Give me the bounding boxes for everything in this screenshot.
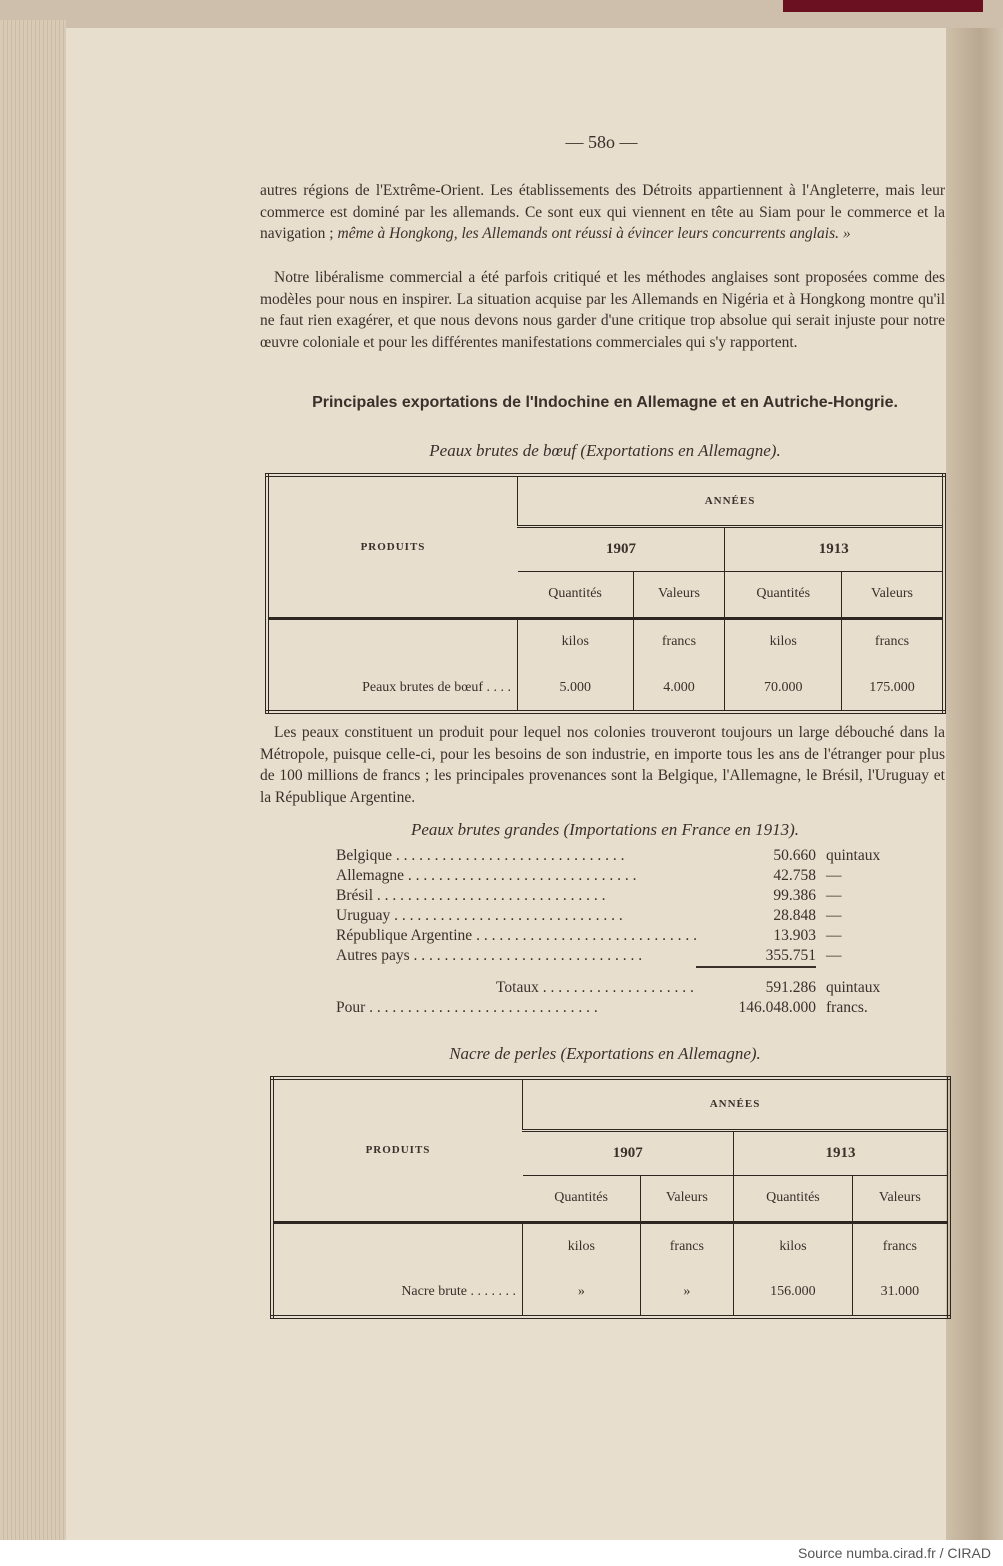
cell: 175.000	[842, 665, 944, 712]
table2-caption: Nacre de perles (Exportations en Allemagne).	[449, 1044, 761, 1063]
row-label: Nacre brute . . . . . . .	[401, 1284, 516, 1300]
pour-label: Pour . . .	[336, 998, 696, 1018]
unit: kilos	[523, 1222, 641, 1269]
total-row	[336, 978, 896, 998]
year-1913: 1913	[734, 1130, 949, 1175]
table-peaux-brutes	[265, 473, 946, 714]
unit: —	[826, 907, 842, 924]
value: 355.751	[696, 946, 816, 968]
list-item	[336, 926, 896, 946]
table-nacre	[270, 1076, 951, 1319]
cell: 5.000	[518, 665, 634, 712]
col-valeurs: Valeurs	[842, 571, 944, 618]
unit: —	[826, 927, 842, 944]
col-valeurs: Valeurs	[852, 1175, 949, 1222]
pour-value: 146.048.000	[738, 999, 816, 1016]
cell: 156.000	[734, 1270, 853, 1317]
country: Allemagne . . .	[336, 866, 696, 886]
col-quantites: Quantités	[725, 571, 842, 618]
unit: quintaux	[826, 979, 881, 996]
list-item	[336, 846, 896, 866]
imports-caption: Peaux brutes grandes (Importations en France en 1913).	[410, 820, 800, 839]
cell: »	[640, 1270, 733, 1317]
source-footer	[0, 1540, 1003, 1566]
cell: »	[523, 1270, 641, 1317]
col-valeurs: Valeurs	[640, 1175, 733, 1222]
unit: —	[826, 867, 842, 884]
country: République Argentine . . .	[336, 926, 696, 946]
col-annees: ANNÉES	[523, 1078, 950, 1130]
section-heading: Principales exportations de l'Indochine en Allemagne et en Autriche-Hongrie.	[312, 394, 898, 411]
col-produits: PRODUITS	[272, 1078, 523, 1222]
paragraph-2: Notre libéralisme commercial a été parfois critiqué et les méthodes anglaises sont proposées comme des modèles pour nous en inspirer. La situation acquise par les Allemands en Nigéria et à Hongkong montre qu'il ne faut rien exagérer, et que nous devons nous garder d'une critique trop absolue qui serait injuste pour notre œuvre coloniale et pour les différentes manifestations commerciales qui s'y rapportent.	[260, 269, 945, 351]
unit: kilos	[518, 618, 634, 665]
table1-caption: Peaux brutes de bœuf (Exportations en Allemagne).	[429, 441, 781, 460]
year-1907: 1907	[523, 1130, 734, 1175]
scan-top-edge	[0, 0, 1003, 28]
value: 50.660	[773, 847, 816, 864]
binding-edge	[946, 28, 1003, 1540]
col-produits: PRODUITS	[267, 475, 518, 618]
country: Uruguay . . .	[336, 906, 696, 926]
unit: kilos	[734, 1222, 853, 1269]
unit: francs	[842, 618, 944, 665]
pour-row	[336, 998, 896, 1018]
list-item	[336, 886, 896, 906]
unit: francs.	[826, 999, 868, 1016]
country: Belgique . . .	[336, 846, 696, 866]
value: 28.848	[773, 907, 816, 924]
row-label: Peaux brutes de bœuf . . . .	[362, 679, 511, 695]
country: Brésil . . .	[336, 886, 696, 906]
value: 42.758	[773, 867, 816, 884]
paragraph-3: Les peaux constituent un produit pour lequel nos colonies trouveront toujours un large débouché dans la Métropole, puisque celle-ci, pour les besoins de son industrie, en importe tous les ans de l'étranger pour plus de 100 millions de francs ; les principales provenances sont la Belgique, l'Allemagne, le Brésil, l'Uruguay et la République Argentine.	[260, 724, 945, 806]
paragraph-1-italic: même à Hongkong, les Allemands ont réussi à évincer leurs concurrents anglais. »	[337, 225, 851, 242]
source-link[interactable]: Source numba.cirad.fr / CIRAD	[798, 1545, 991, 1561]
country: Autres pays . . .	[336, 946, 696, 968]
col-quantites: Quantités	[734, 1175, 853, 1222]
unit: —	[826, 947, 842, 964]
paragraph-1	[260, 180, 945, 245]
imports-list	[336, 846, 896, 1018]
list-item	[336, 866, 896, 886]
page-stack-edge	[0, 20, 66, 1540]
cell: 31.000	[852, 1270, 949, 1317]
list-item	[336, 906, 896, 926]
unit: francs	[852, 1222, 949, 1269]
col-valeurs: Valeurs	[633, 571, 725, 618]
cell: 4.000	[633, 665, 725, 712]
unit: —	[826, 887, 842, 904]
list-item	[336, 946, 896, 968]
unit: quintaux	[826, 847, 881, 864]
page-number: — 58o —	[565, 132, 638, 152]
table-row	[267, 665, 944, 712]
col-quantites: Quantités	[523, 1175, 641, 1222]
value: 13.903	[773, 927, 816, 944]
total-value: 591.286	[765, 979, 816, 996]
unit: kilos	[725, 618, 842, 665]
total-label: Totaux . . .	[336, 978, 696, 998]
col-quantites: Quantités	[518, 571, 634, 618]
paragraph-1-text: autres régions de l'Extrême-Orient. Les établissements des Détroits appartiennent à l'Angleterre, mais leur commerce est dominé par les allemands. Ce sont eux qui viennent en tête au Siam pour le commerce et la navigation ;	[260, 182, 945, 242]
year-1907: 1907	[518, 527, 725, 572]
unit: francs	[640, 1222, 733, 1269]
value: 99.386	[773, 887, 816, 904]
unit: francs	[633, 618, 725, 665]
binding-ribbon	[783, 0, 983, 12]
col-annees: ANNÉES	[518, 475, 945, 527]
year-1913: 1913	[725, 527, 944, 572]
table-row	[272, 1270, 949, 1317]
cell: 70.000	[725, 665, 842, 712]
